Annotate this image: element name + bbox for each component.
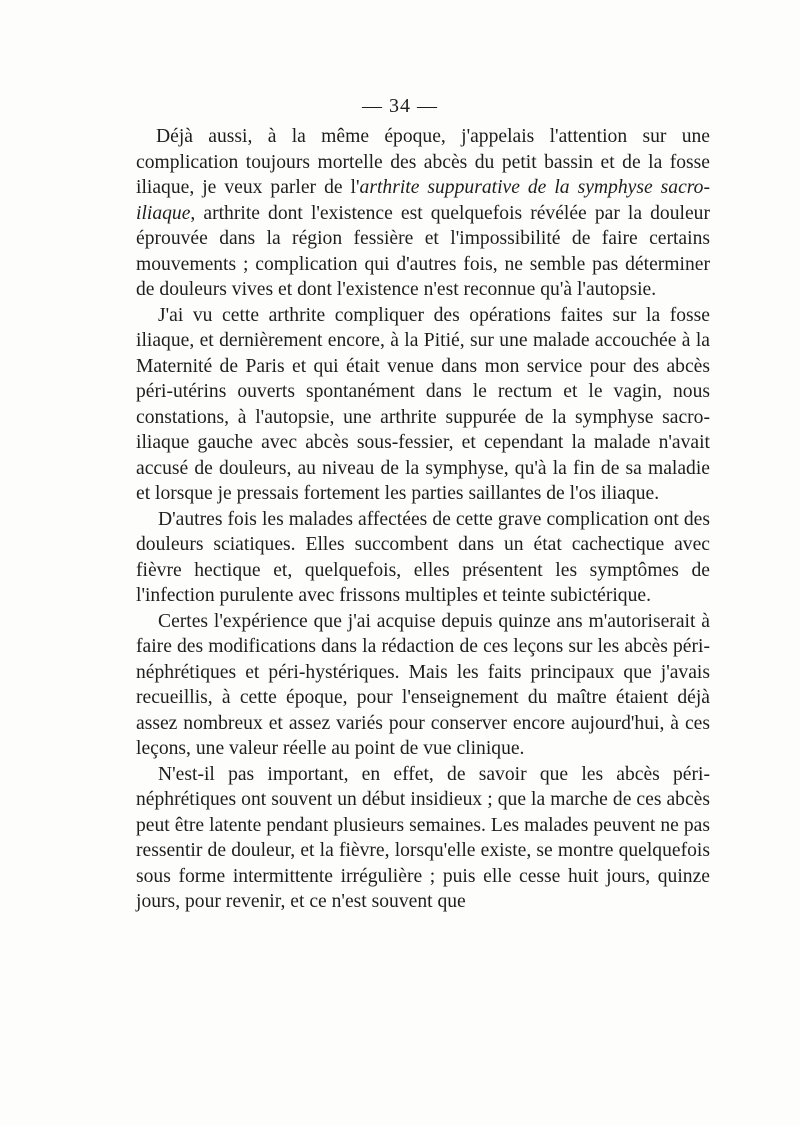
- page-number: — 34 —: [362, 95, 438, 117]
- paragraph-2: J'ai vu cette arthrite compliquer des opérations faites sur la fosse iliaque, et dernièrement encore, à la Pitié, sur une malade accouchée à la Maternité de Paris et qui était venue dans mon service pour des abcès péri-utérins ouverts spontanément dans le rectum et le vagin, nous constations, à l'autopsie, une arthrite suppurée de la symphyse sacro-iliaque gauche avec abcès sous-fessier, et cependant la malade n'avait accusé de douleurs, au niveau de la symphyse, qu'à la fin de sa maladie et lorsque je pressais fortement les parties saillantes de l'os iliaque.: [136, 304, 710, 504]
- paragraph-1-rest: , arthrite dont l'existence est quelquefois révélée par la douleur éprouvée dans la région fessière et l'impossibilité de faire certains mouvements ; complication qui d'autres fois, ne semble pas déterminer de douleurs vives et dont l'existence n'est reconnue qu'à l'autopsie.: [136, 202, 710, 300]
- body-text: [136, 124, 710, 915]
- paragraph-3: D'autres fois les malades affectées de cette grave complication ont des douleurs sciatiques. Elles succombent dans un état cachectique avec fièvre hectique et, quelquefois, elles présentent les symptômes de l'infection purulente avec frissons multiples et teinte subictérique.: [136, 508, 710, 606]
- paragraph-1-lead: Déjà aussi, à la même époque, j'appelais l'attention sur une complication toujours mortelle des abcès du petit bassin et de la fosse iliaque, je veux parler de l': [136, 126, 710, 198]
- paragraph-1-italic-term: arthrite suppurative de la symphyse sacro-iliaque: [136, 177, 710, 224]
- paragraph-5: N'est-il pas important, en effet, de savoir que les abcès péri-néphrétiques ont souvent un début insidieux ; que la marche de ces abcès peut être latente pendant plusieurs semaines. Les malades peuvent ne pas ressentir de douleur, et la fièvre, lorsqu'elle existe, se montre quelquefois sous forme intermittente irrégulière ; puis elle cesse huit jours, quinze jours, pour revenir, et ce n'est souvent que: [136, 763, 710, 912]
- paragraph-4: Certes l'expérience que j'ai acquise depuis quinze ans m'autoriserait à faire des modifications dans la rédaction de ces leçons sur les abcès péri-néphrétiques et péri-hystériques. Mais les faits principaux que j'avais recueillis, à cette époque, pour l'enseignement du maître étaient déjà assez nombreux et assez variés pour conserver encore aujourd'hui, à ces leçons, une valeur réelle au point de vue clinique.: [136, 610, 710, 759]
- paragraph-1: [136, 124, 710, 303]
